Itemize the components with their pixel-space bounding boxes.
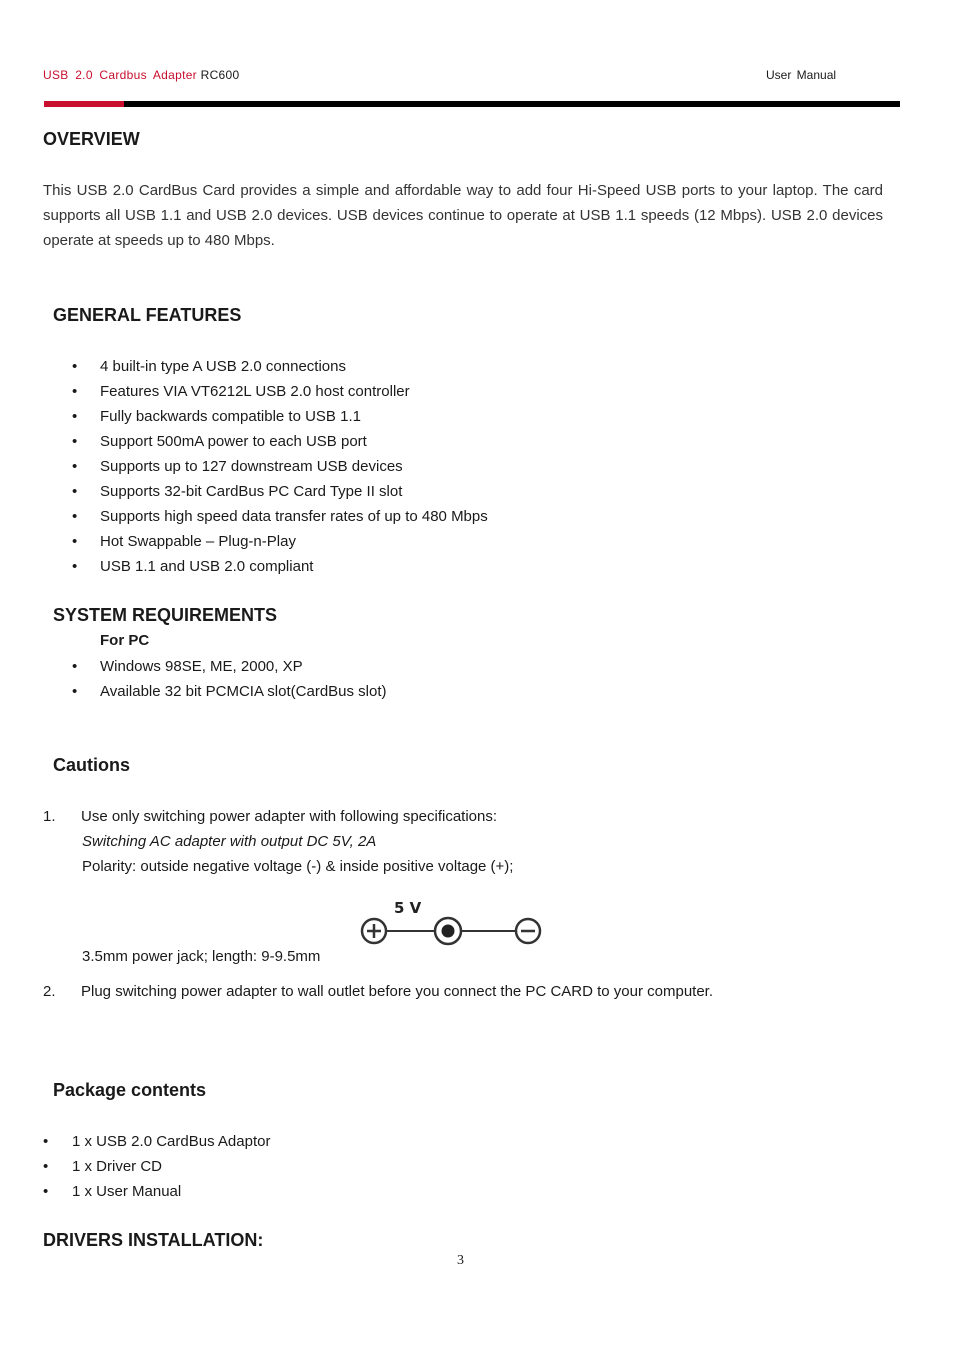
page-number: 3 [457, 1253, 464, 1268]
caution-adapter-spec: Switching AC adapter with output DC 5V, 2A [82, 833, 377, 850]
requirements-subheading: For PC [100, 632, 150, 649]
header-product: USB 2.0 Cardbus Adapter [43, 68, 197, 82]
list-item-text: 1 x User Manual [72, 1183, 182, 1200]
overview-heading: OVERVIEW [43, 129, 140, 149]
features-heading: GENERAL FEATURES [53, 305, 242, 325]
center-pin-icon [435, 918, 461, 944]
overview-text: This USB 2.0 CardBus Card provides a simple and affordable way to add four Hi-Speed USB ports to your laptop. The card supports all USB 1.1 and USB 2.0 devices. USB devices continue to operate at USB 1.1 speeds (12 Mbps). USB 2.0 devices operate at speeds up to 480 Mbps. [43, 182, 883, 249]
caution-text: Use only switching power adapter with following specifications: [81, 808, 498, 825]
bullet-icon: • [43, 1133, 49, 1150]
package-heading: Package contents [53, 1080, 207, 1100]
minus-icon [516, 919, 540, 943]
bullet-icon: • [72, 508, 78, 525]
bullet-icon: • [43, 1158, 49, 1175]
bullet-icon: • [72, 533, 78, 550]
bullet-icon: • [72, 458, 78, 475]
list-item-text: Features VIA VT6212L USB 2.0 host controller [100, 383, 410, 400]
drivers-heading: DRIVERS INSTALLATION: [43, 1230, 264, 1250]
list-item-text: Available 32 bit PCMCIA slot(CardBus slot) [100, 683, 387, 700]
bullet-icon: • [72, 358, 78, 375]
list-item-text: Supports high speed data transfer rates of up to 480 Mbps [100, 508, 488, 525]
bullet-icon: • [43, 1183, 49, 1200]
header-title [43, 68, 239, 82]
list-item-text: Windows 98SE, ME, 2000, XP [100, 658, 303, 675]
list-item-text: 1 x Driver CD [72, 1158, 163, 1175]
caution-jack-spec: 3.5mm power jack; length: 9-9.5mm [82, 948, 321, 965]
cautions-heading: Cautions [53, 755, 131, 775]
caution-polarity: Polarity: outside negative voltage (-) & inside positive voltage (+); [82, 858, 514, 875]
bullet-icon: • [72, 683, 78, 700]
caution-text: Plug switching power adapter to wall outlet before you connect the PC CARD to your computer. [81, 983, 713, 1000]
requirements-heading: SYSTEM REQUIREMENTS [53, 605, 278, 625]
list-item-text: USB 1.1 and USB 2.0 compliant [100, 558, 314, 575]
header-rule-red [44, 101, 124, 107]
list-item-text: Fully backwards compatible to USB 1.1 [100, 408, 361, 425]
list-item-text: Supports 32-bit CardBus PC Card Type II slot [100, 483, 403, 500]
bullet-icon: • [72, 433, 78, 450]
bullet-icon: • [72, 383, 78, 400]
list-item-text: Supports up to 127 downstream USB devices [100, 458, 403, 475]
header-right: User Manual [766, 68, 837, 82]
caution-number: 1. [43, 808, 56, 825]
plus-icon [362, 919, 386, 943]
bullet-icon: • [72, 408, 78, 425]
bullet-icon: • [72, 658, 78, 675]
list-item-text: Support 500mA power to each USB port [100, 433, 367, 450]
bullet-icon: • [72, 483, 78, 500]
header-model: RC600 [200, 68, 240, 82]
bullet-icon: • [72, 558, 78, 575]
list-item-text: 4 built-in type A USB 2.0 connections [100, 358, 346, 375]
polarity-diagram [356, 896, 546, 948]
list-item-text: 1 x USB 2.0 CardBus Adaptor [72, 1133, 271, 1150]
header-rule-black [124, 101, 900, 107]
polarity-voltage-label: 5 V [394, 899, 422, 917]
list-item-text: Hot Swappable – Plug-n-Play [100, 533, 296, 550]
caution-number: 2. [43, 983, 56, 1000]
